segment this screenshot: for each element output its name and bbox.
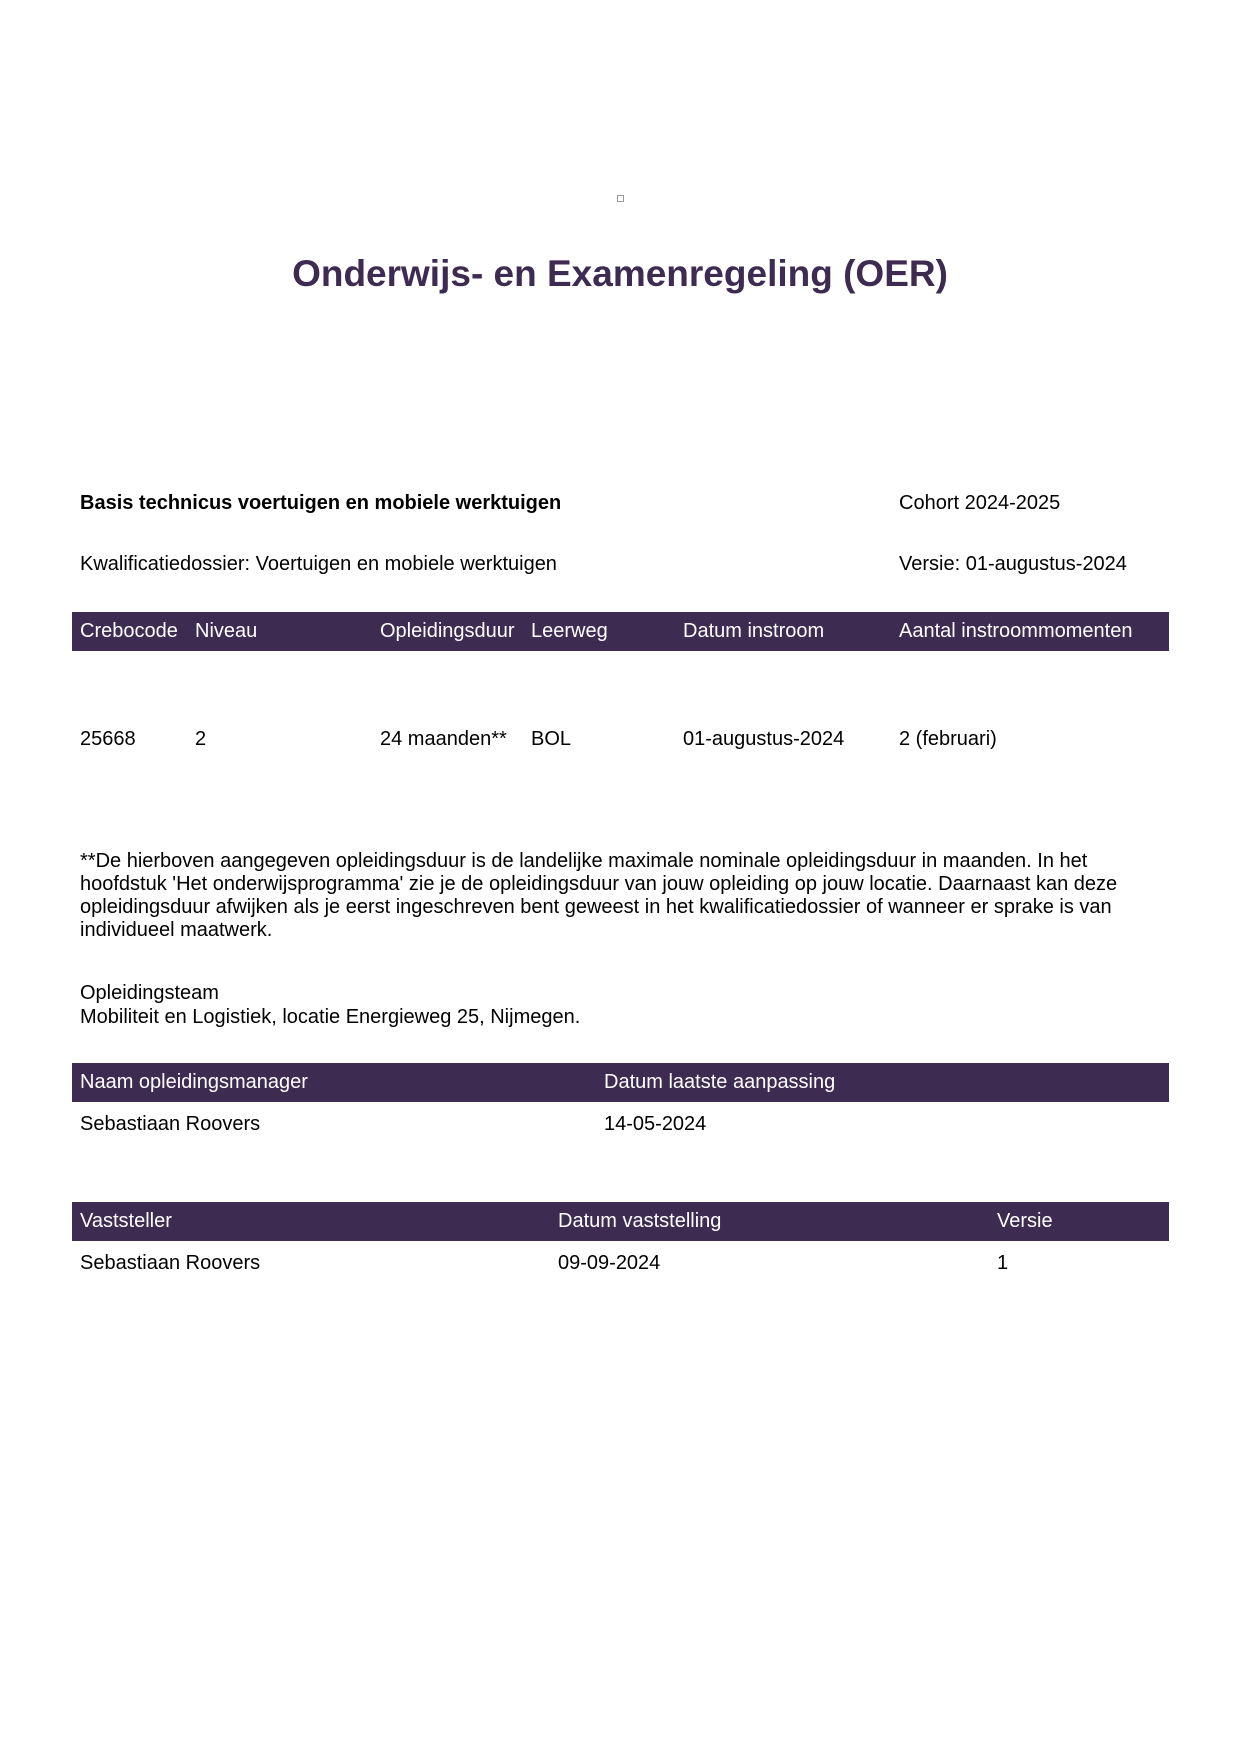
cell-manager-name: Sebastiaan Roovers (80, 1113, 261, 1135)
column-header-opleidingsmanager: Naam opleidingsmanager (80, 1071, 308, 1093)
cell-version-number: 1 (997, 1252, 1009, 1274)
course-table-header (72, 612, 1169, 651)
cell-opleidingsduur: 24 maanden** (380, 728, 507, 750)
document-title: Onderwijs- en Examenregeling (OER) (292, 253, 948, 294)
column-header-instroommomenten: Aantal instroommomenten (899, 620, 1133, 642)
cell-crebocode: 25668 (80, 728, 136, 750)
team-location: Mobiliteit en Logistiek, locatie Energieweg 25, Nijmegen. (80, 1006, 581, 1028)
column-header-datum-vaststelling: Datum vaststelling (558, 1210, 722, 1232)
column-header-leerweg: Leerweg (531, 620, 608, 642)
cell-datum-instroom: 01-augustus-2024 (683, 728, 845, 750)
column-header-niveau: Niveau (195, 620, 258, 642)
cell-leerweg: BOL (531, 728, 572, 750)
cohort: Cohort 2024-2025 (899, 492, 1061, 514)
manager-table-header (72, 1063, 1169, 1102)
cell-last-modified: 14-05-2024 (604, 1113, 707, 1135)
column-header-vaststeller: Vaststeller (80, 1210, 172, 1232)
column-header-laatste-aanpassing: Datum laatste aanpassing (604, 1071, 836, 1093)
qualification-file: Kwalificatiedossier: Voertuigen en mobiele werktuigen (80, 553, 557, 575)
program-name: Basis technicus voertuigen en mobiele werktuigen (80, 492, 562, 514)
cell-approver-name: Sebastiaan Roovers (80, 1252, 261, 1274)
cell-niveau: 2 (195, 728, 207, 750)
image-placeholder-icon (617, 195, 624, 202)
approval-table-header (72, 1202, 1169, 1241)
cell-instroommomenten: 2 (februari) (899, 728, 997, 750)
duration-footnote: **De hierboven aangegeven opleidingsduur is de landelijke maximale nominale opleidingsduur in maanden. In het hoofdstuk 'Het onderwijsprogramma' zie je de opleidingsduur van jouw opleiding op jouw locatie. Daarnaast kan deze opleidingsduur afwijken als je eerst ingeschreven bent geweest in het kwalificatiedossier of wanneer er sprake is van individueel maatwerk. (80, 850, 1118, 941)
column-header-crebocode: Crebocode (80, 620, 178, 642)
team-label: Opleidingsteam (80, 982, 219, 1004)
column-header-opleidingsduur: Opleidingsduur (380, 620, 515, 642)
column-header-versie: Versie (997, 1210, 1053, 1232)
version-date: Versie: 01-augustus-2024 (899, 553, 1127, 575)
cell-approval-date: 09-09-2024 (558, 1252, 661, 1274)
column-header-datum-instroom: Datum instroom (683, 620, 825, 642)
